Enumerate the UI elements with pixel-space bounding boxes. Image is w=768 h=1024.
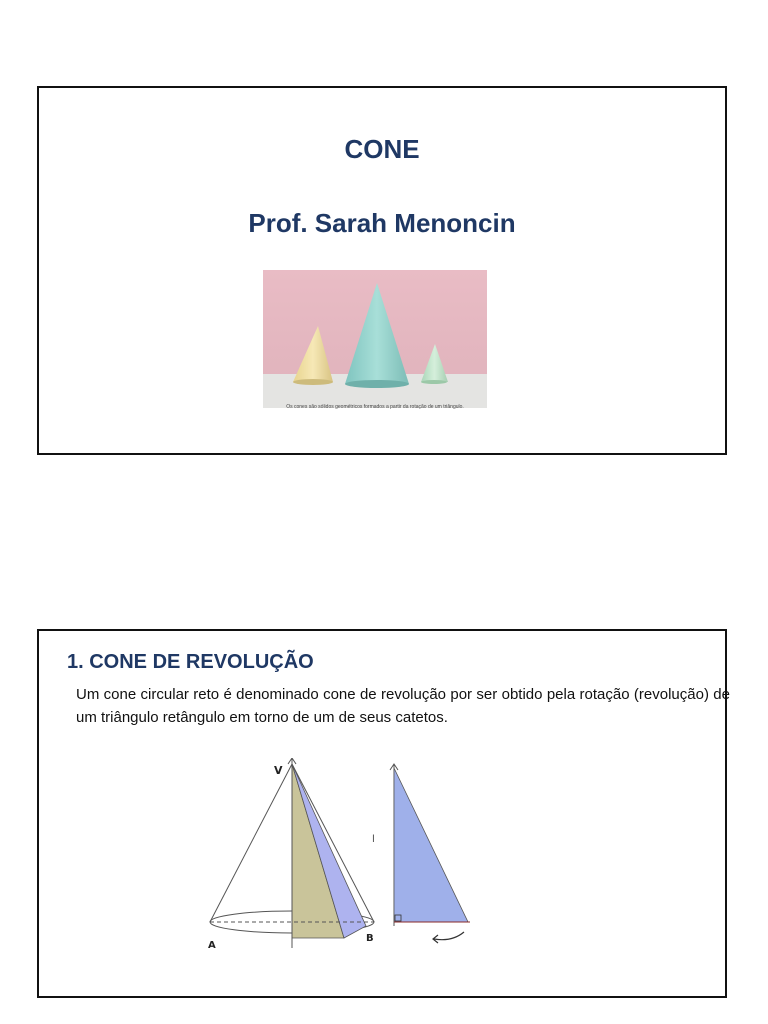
section-paragraph: Um cone circular reto é denominado cone de revolução por ser obtido pela rotação (revolução) de um triângulo retângulo em torno de um de seus catetos. [76,686,730,726]
section-heading: 1. CONE DE REVOLUÇÃO [67,651,314,673]
slide-1 [37,86,727,455]
label-b: B [366,933,374,944]
right-triangle-drawing [372,764,470,943]
label-axis: l [372,834,375,845]
slide-2 [37,629,730,998]
slide-title: CONE [344,134,420,164]
blue-right-triangle [394,768,468,922]
cones-photo [263,270,487,408]
cone-revolution-figure [202,758,482,954]
label-v: V [274,764,283,777]
photo-caption: Os cones são sólidos geométricos formados a partir da rotação de um triângulo. [286,404,464,410]
slide-subtitle: Prof. Sarah Menoncin [248,208,516,238]
label-a: A [208,940,216,951]
cone-drawing [208,758,374,951]
